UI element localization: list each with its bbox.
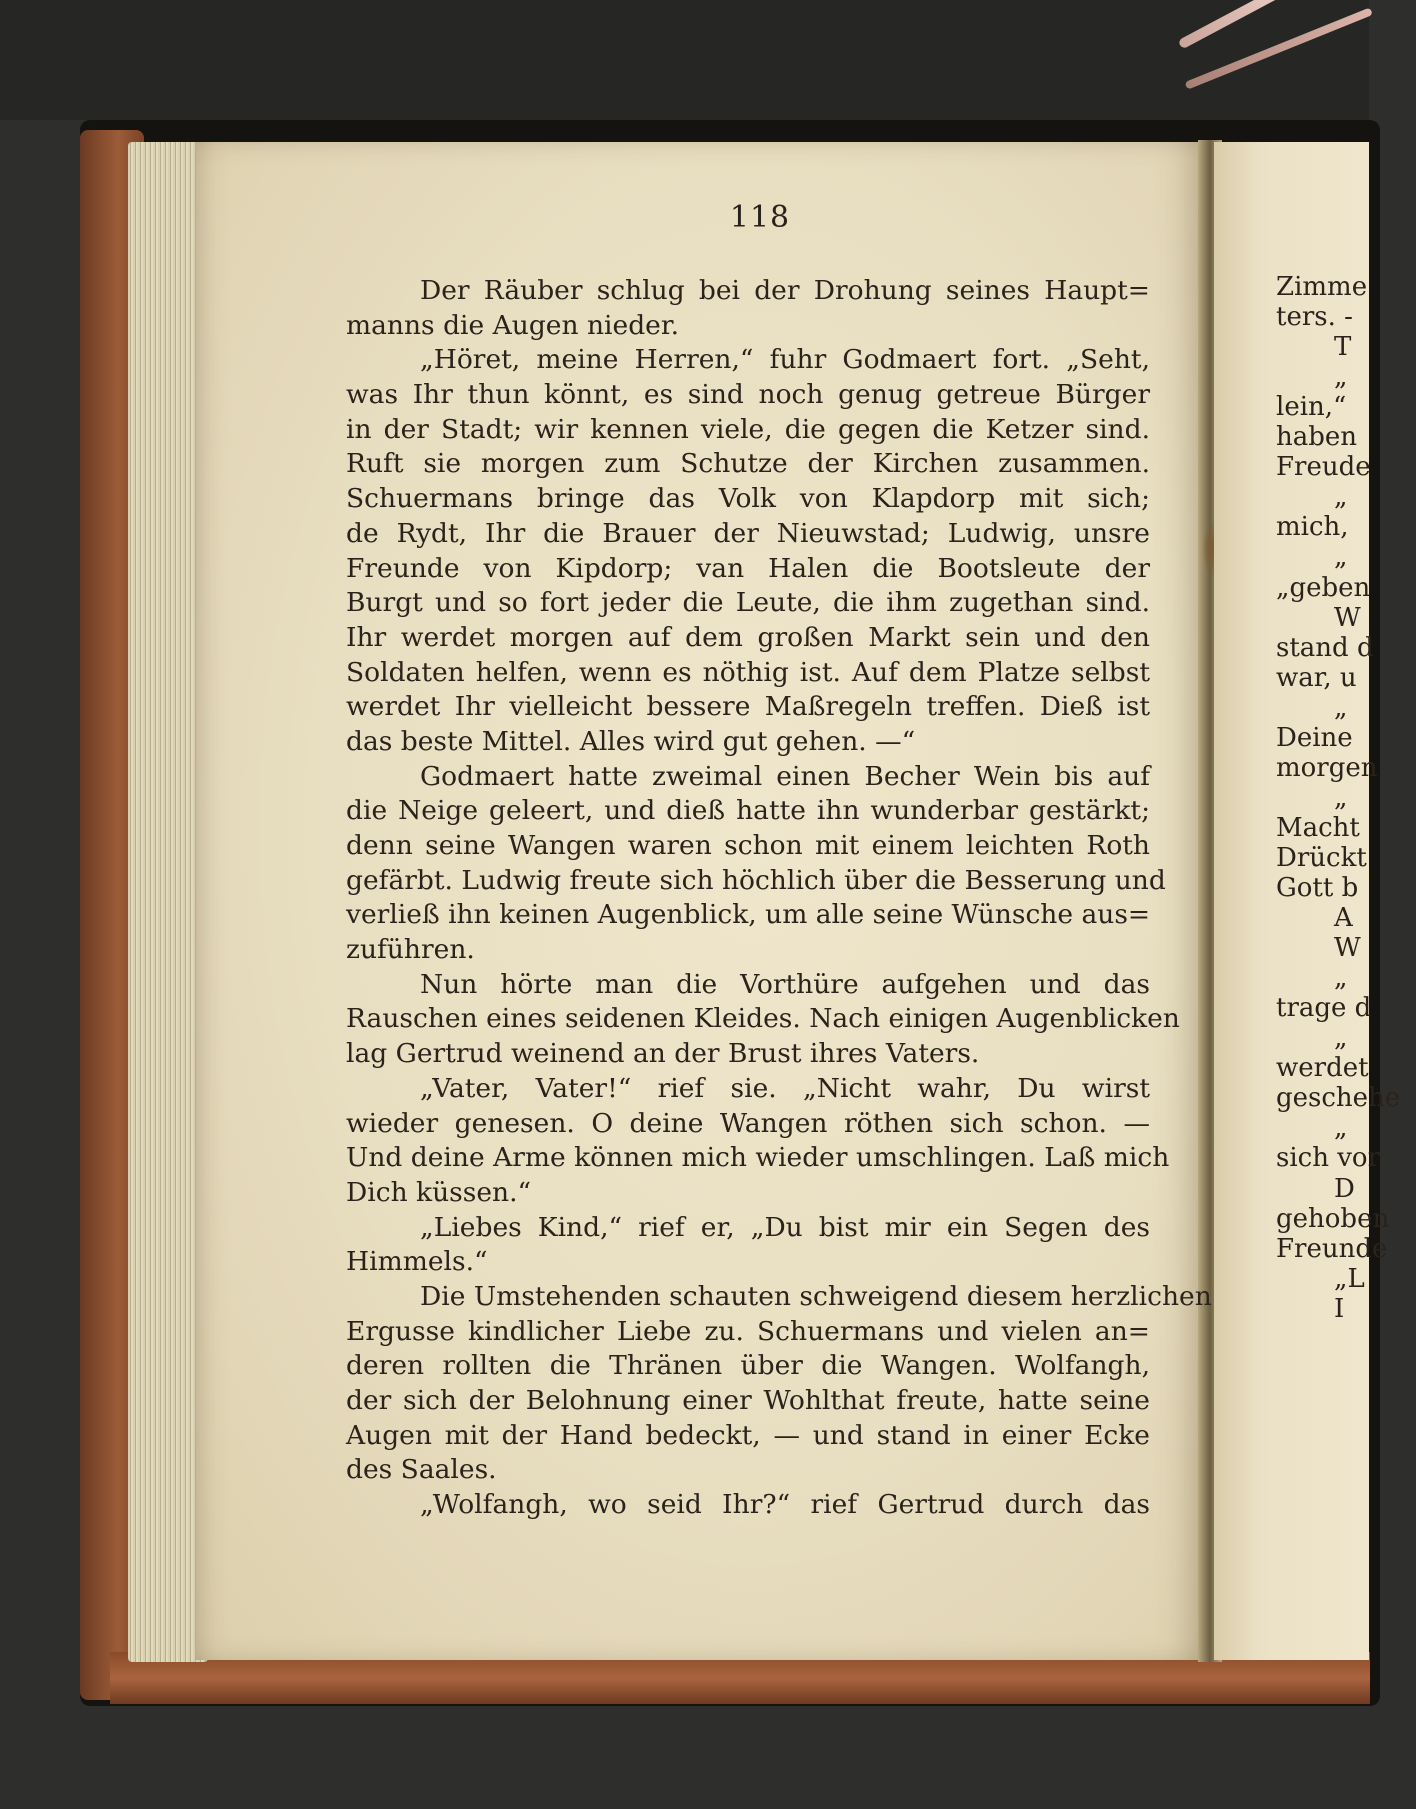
text-line: „Vater, Vater!“ rief sie. „Nicht wahr, Du wirst [420, 1072, 1150, 1104]
page-number: 118 [729, 200, 791, 235]
facing-text-fragment: W [1334, 933, 1361, 964]
text-line: Godmaert hatte zweimal einen Becher Wein bis auf [420, 760, 1150, 792]
text-line: Freunde von Kipdorp; van Halen die Bootsleute der [346, 552, 1150, 584]
text-line: in der Stadt; wir kennen viele, die gegen die Ketzer sind. [346, 413, 1150, 445]
text-line: „Liebes Kind,“ rief er, „Du bist mir ein Segen des [420, 1211, 1150, 1243]
text-line: der sich der Belohnung einer Wohlthat freute, hatte seine [346, 1385, 1150, 1416]
text-line: Rauschen eines seidenen Kleides. Nach einigen Augenblicken [346, 1003, 1180, 1035]
facing-text-fragment: „ [1334, 1113, 1348, 1144]
facing-text-fragment: mich, [1276, 512, 1349, 543]
text-line: Der Räuber schlug bei der Drohung seines Haupt= [420, 275, 1150, 306]
facing-text-fragment: D [1334, 1173, 1355, 1204]
text-line: die Neige geleert, und dieß hatte ihn wunderbar gestärkt; [346, 795, 1150, 827]
text-line: das beste Mittel. Alles wird gut gehen. —“ [346, 725, 916, 757]
text-line: werdet Ihr vielleicht bessere Maßregeln treffen. Dieß ist [346, 691, 1150, 723]
facing-text-fragment: „L [1334, 1263, 1365, 1294]
text-line: „Wolfangh, wo seid Ihr?“ rief Gertrud durch das [420, 1489, 1150, 1521]
facing-text-fragment: „ [1334, 542, 1348, 573]
facing-text-fragment: Zimme [1276, 272, 1368, 302]
facing-text-fragment: werdet [1276, 1053, 1369, 1084]
facing-text-fragment: „ [1334, 482, 1348, 513]
text-line: verließ ihn keinen Augenblick, um alle seine Wünsche aus= [346, 899, 1151, 931]
text-line: Ruft sie morgen zum Schutze der Kirchen zusammen. [346, 448, 1150, 480]
facing-text-fragment: „geben [1276, 572, 1371, 603]
text-line: „Höret, meine Herren,“ fuhr Godmaert fort. „Seht, [420, 344, 1150, 376]
text-line: deren rollten die Thränen über die Wangen. Wolfangh, [346, 1350, 1150, 1382]
facing-text-fragment: A [1334, 903, 1353, 934]
text-line: Burgt und so fort jeder die Leute, die ihm zugethan sind. [346, 587, 1150, 619]
facing-text-fragment: „ [1334, 1023, 1348, 1054]
facing-text-fragment: geschehe [1276, 1083, 1401, 1114]
text-line: Und deine Arme können mich wieder umschlingen. Laß mich [346, 1142, 1170, 1174]
text-line: Himmels.“ [346, 1246, 488, 1278]
page-text [346, 274, 1212, 1523]
facing-text-fragment: W [1334, 602, 1361, 633]
text-line: Augen mit der Hand bedeckt, — und stand in einer Ecke [346, 1419, 1150, 1451]
facing-text-fragment: haben [1276, 422, 1358, 453]
text-line: denn seine Wangen waren schon mit einem leichten Roth [346, 830, 1150, 861]
background-top [0, 0, 1369, 120]
facing-text-fragment: „ [1334, 963, 1348, 994]
facing-text-fragment: Freunde [1276, 1233, 1388, 1264]
facing-text-fragment: Freude [1276, 452, 1371, 483]
facing-text-fragment: T [1334, 332, 1352, 363]
facing-text-fragment: „ [1334, 782, 1348, 813]
text-line: de Rydt, Ihr die Brauer der Nieuwstad; Ludwig, unsre [346, 517, 1150, 549]
text-line: Ergusse kindlicher Liebe zu. Schuermans und vielen an= [346, 1315, 1150, 1347]
facing-text-fragment: „ [1334, 692, 1348, 723]
facing-text-fragment: Macht [1276, 812, 1360, 843]
text-line: Nun hörte man die Vorthüre aufgehen und das [420, 968, 1150, 1000]
facing-text-fragment: „ [1334, 362, 1348, 393]
facing-text-fragment: war, u [1276, 662, 1357, 693]
text-line: Die Umstehenden schauten schweigend diesem herzlichen [420, 1280, 1212, 1312]
facing-text-fragment: Gott b [1276, 873, 1359, 903]
facing-text-fragment: lein,“ [1276, 392, 1347, 423]
facing-text-fragment: Drückt [1276, 842, 1367, 873]
facing-text-fragment: morgen [1276, 752, 1378, 783]
text-line: zuführen. [346, 934, 475, 966]
text-line: wieder genesen. O deine Wangen röthen sich schon. — [346, 1107, 1150, 1139]
text-line: lag Gertrud weinend an der Brust ihres Vaters. [346, 1038, 980, 1070]
facing-text-fragment: ters. - [1276, 302, 1353, 333]
facing-text-fragment: I [1334, 1293, 1345, 1324]
text-line: manns die Augen nieder. [346, 309, 680, 341]
facing-text-fragment: trage d [1276, 993, 1372, 1024]
text-line: des Saales. [346, 1454, 497, 1486]
facing-text-fragment: sich vor [1276, 1143, 1380, 1174]
text-line: Ihr werdet morgen auf dem großen Markt sein und den [346, 621, 1150, 653]
facing-text-fragment: Deine [1276, 722, 1353, 753]
text-line: Schuermans bringe das Volk von Klapdorp mit sich; [346, 483, 1150, 515]
text-line: was Ihr thun könnt, es sind noch genug getreue Bürger [346, 379, 1150, 411]
facing-text-fragment: gehoben [1276, 1203, 1390, 1234]
text-line: gefärbt. Ludwig freute sich höchlich über die Besserung und [346, 864, 1166, 896]
text-line: Dich küssen.“ [346, 1176, 532, 1208]
text-line: Soldaten helfen, wenn es nöthig ist. Auf dem Platze selbst [346, 656, 1150, 688]
facing-text-fragment: stand d [1276, 632, 1374, 663]
